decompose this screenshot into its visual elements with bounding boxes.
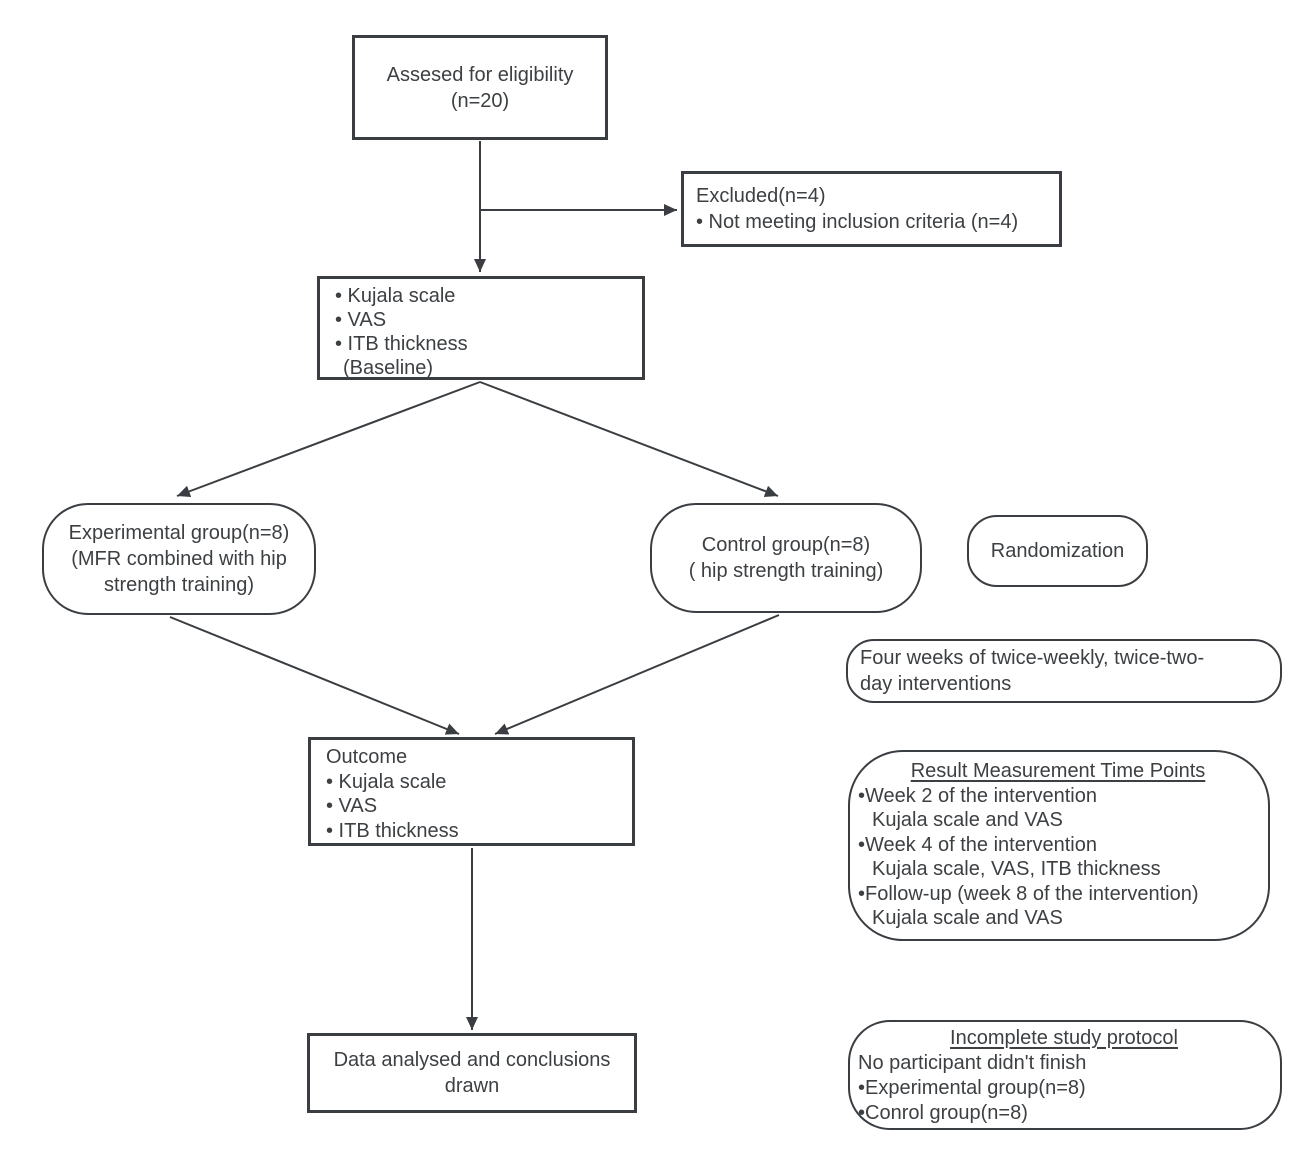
timepoint-item: •Follow-up (week 8 of the intervention) — [858, 882, 1199, 905]
arrow-baseline-to-experimental — [177, 382, 480, 496]
baseline-label: (Baseline) — [343, 357, 434, 379]
baseline-item: • ITB thickness — [335, 333, 468, 355]
outcome-item: • Kujala scale — [326, 770, 447, 793]
timepoint-item: •Week 4 of the intervention — [858, 833, 1097, 856]
incomplete-line: No participant didn't finish — [858, 1052, 1087, 1074]
arrow-experimental-to-outcome — [170, 617, 459, 734]
randomization-label: Randomization — [990, 540, 1125, 562]
incomplete-group: •Conrol group(n=8) — [858, 1102, 1028, 1124]
intervention-duration-box — [846, 639, 1282, 703]
excluded-box — [681, 171, 1062, 247]
incomplete-protocol-box — [848, 1020, 1282, 1130]
experimental-group-box — [42, 503, 316, 615]
timepoint-measures: Kujala scale, VAS, ITB thickness — [872, 858, 1161, 880]
baseline-measures-box — [317, 276, 645, 380]
outcome-item: • VAS — [326, 795, 378, 817]
control-group-box — [650, 503, 922, 613]
timepoint-item: •Week 2 of the intervention — [858, 784, 1097, 807]
measurement-timepoints-box — [848, 750, 1270, 941]
data-analysis-text: Data analysed and conclusions drawn — [333, 1049, 616, 1097]
timepoint-measures: Kujala scale and VAS — [872, 809, 1063, 831]
outcome-box — [308, 737, 635, 846]
experimental-group-title: Experimental group(n=8) — [68, 522, 290, 544]
experimental-group-detail: (MFR combined with hip strength training) — [71, 548, 293, 596]
timepoints-title: Result Measurement Time Points — [910, 760, 1206, 782]
incomplete-title: Incomplete study protocol — [950, 1027, 1178, 1049]
assessed-line: Assesed for eligibility — [386, 63, 574, 86]
outcome-heading: Outcome — [326, 746, 408, 768]
excluded-reason: • Not meeting inclusion criteria (n=4) — [696, 211, 1019, 233]
outcome-item: • ITB thickness — [326, 819, 459, 842]
assessed-eligibility-box — [352, 35, 608, 140]
duration-line: Four weeks of twice-weekly, twice-two- — [860, 647, 1205, 669]
arrow-control-to-outcome — [495, 615, 779, 734]
baseline-item: • VAS — [335, 309, 387, 331]
timepoint-measures: Kujala scale and VAS — [872, 907, 1063, 929]
excluded-heading: Excluded(n=4) — [696, 185, 826, 207]
randomization-box — [967, 515, 1148, 587]
assessed-count: (n=20) — [450, 89, 510, 112]
data-analysis-box — [307, 1033, 637, 1113]
arrow-baseline-to-control — [480, 382, 778, 496]
incomplete-group: •Experimental group(n=8) — [858, 1077, 1086, 1099]
duration-line: day interventions — [860, 673, 1012, 695]
baseline-item: • Kujala scale — [335, 285, 456, 307]
control-group-title: Control group(n=8) — [701, 534, 871, 556]
control-group-detail: ( hip strength training) — [688, 560, 884, 582]
